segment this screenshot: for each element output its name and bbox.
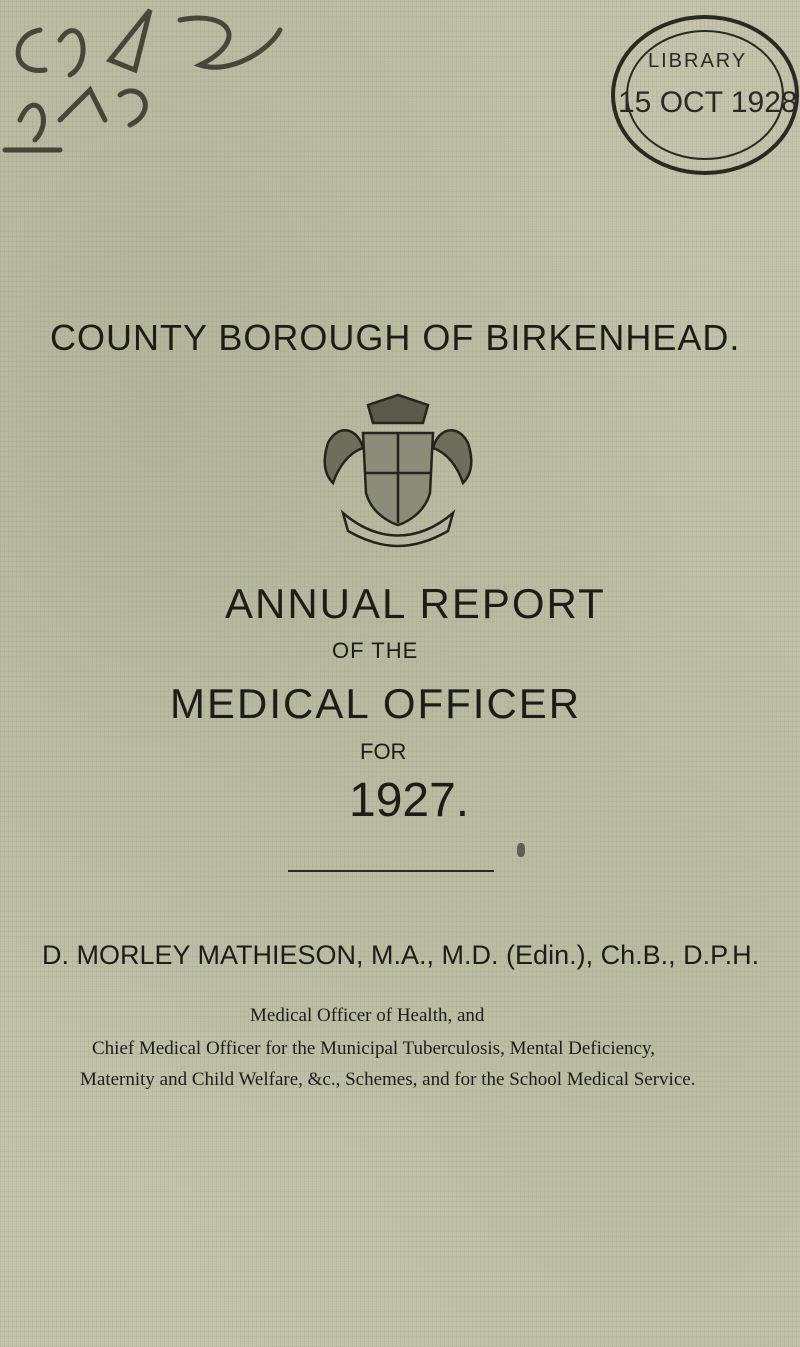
- handwritten-annotation: [0, 0, 300, 160]
- report-heading-officer: MEDICAL OFFICER: [170, 680, 582, 727]
- stamp-library-label: LIBRARY: [648, 50, 748, 72]
- page-title: COUNTY BOROUGH OF BIRKENHEAD.: [50, 317, 741, 358]
- report-heading: ANNUAL REPORT: [225, 580, 606, 627]
- report-heading-of-the: OF THE: [332, 638, 419, 663]
- report-year: 1927.: [349, 774, 470, 827]
- divider: [288, 870, 494, 872]
- author-role-line-2: Chief Medical Officer for the Municipal Tuberculosis, Mental Deficiency,: [92, 1038, 655, 1059]
- stamp-date: 15 OCT 1928: [618, 86, 798, 119]
- author-role-line-1: Medical Officer of Health, and: [250, 1005, 485, 1026]
- author-role-line-3: Maternity and Child Welfare, &c., Schemes, and for the School Medical Service.: [80, 1069, 696, 1090]
- ink-mark: [517, 843, 525, 857]
- report-heading-for: FOR: [360, 739, 407, 764]
- borough-crest-icon: [318, 393, 478, 549]
- author-name: D. MORLEY MATHIESON, M.A., M.D. (Edin.), Ch.B., D.P.H.: [42, 940, 760, 970]
- library-stamp: [600, 0, 800, 180]
